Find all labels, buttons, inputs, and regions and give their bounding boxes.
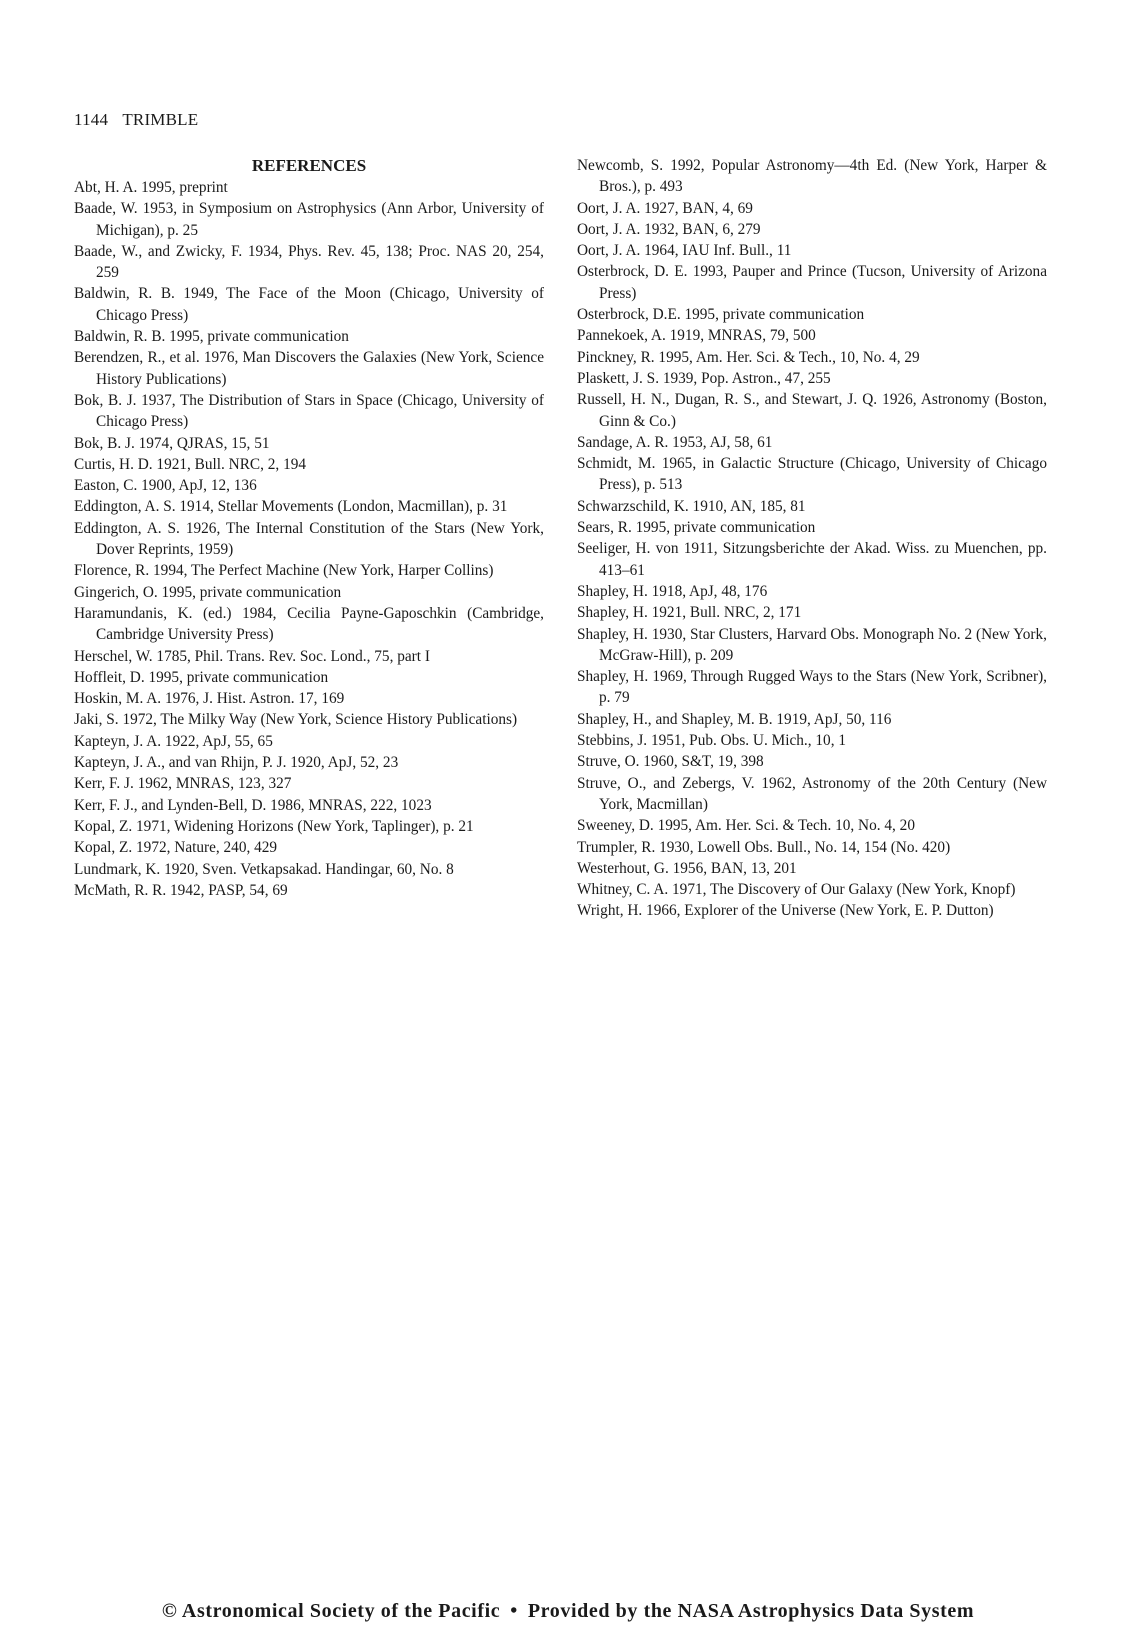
reference-entry: Gingerich, O. 1995, private communication <box>74 583 342 601</box>
reference-entry: Plaskett, J. S. 1939, Pop. Astron., 47, 255 <box>577 369 831 387</box>
running-head <box>74 110 198 130</box>
reference-entry: Shapley, H. 1930, Star Clusters, Harvard Obs. Monograph No. 2 (New York, McGraw-Hill), p. 209 <box>577 625 1047 664</box>
reference-entry: Bok, B. J. 1974, QJRAS, 15, 51 <box>74 434 270 452</box>
reference-entry: Trumpler, R. 1930, Lowell Obs. Bull., No. 14, 154 (No. 420) <box>577 838 951 856</box>
reference-entry: Kerr, F. J., and Lynden-Bell, D. 1986, MNRAS, 222, 1023 <box>74 796 432 814</box>
reference-entry: Struve, O., and Zebergs, V. 1962, Astronomy of the 20th Century (New York, Macmillan) <box>577 774 1047 813</box>
reference-entry: Eddington, A. S. 1914, Stellar Movements (London, Macmillan), p. 31 <box>74 498 508 516</box>
reference-entry: Bok, B. J. 1937, The Distribution of Stars in Space (Chicago, University of Chicago Press) <box>74 391 544 431</box>
reference-entry: Baade, W., and Zwicky, F. 1934, Phys. Rev. 45, 138; Proc. NAS 20, 254, 259 <box>74 242 544 282</box>
page-number: 1144 <box>74 110 109 129</box>
footer-separator: • <box>510 1600 518 1622</box>
reference-entry: Sandage, A. R. 1953, AJ, 58, 61 <box>577 433 773 451</box>
reference-entry: Kopal, Z. 1972, Nature, 240, 429 <box>74 839 278 857</box>
reference-entry: Kapteyn, J. A., and van Rhijn, P. J. 1920, ApJ, 52, 23 <box>74 754 399 772</box>
running-title: TRIMBLE <box>122 110 199 129</box>
reference-entry: Jaki, S. 1972, The Milky Way (New York, Science History Publications) <box>74 711 518 729</box>
footer-provider: Provided by the NASA Astrophysics Data System <box>527 1600 975 1622</box>
reference-entry: Curtis, H. D. 1921, Bull. NRC, 2, 194 <box>74 455 307 473</box>
reference-entry: Westerhout, G. 1956, BAN, 13, 201 <box>577 859 797 877</box>
reference-entry: Berendzen, R., et al. 1976, Man Discovers the Galaxies (New York, Science History Publications) <box>74 349 544 388</box>
reference-entry: Oort, J. A. 1964, IAU Inf. Bull., 11 <box>577 242 792 260</box>
reference-entry: Kerr, F. J. 1962, MNRAS, 123, 327 <box>74 775 292 793</box>
reference-entry: Easton, C. 1900, ApJ, 12, 136 <box>74 477 257 495</box>
reference-entry: Stebbins, J. 1951, Pub. Obs. U. Mich., 10, 1 <box>577 732 846 750</box>
reference-entry: Baldwin, R. B. 1995, private communication <box>74 328 349 346</box>
reference-entry: Oort, J. A. 1932, BAN, 6, 279 <box>577 220 761 238</box>
reference-entry: Pinckney, R. 1995, Am. Her. Sci. & Tech., 10, No. 4, 29 <box>577 348 920 366</box>
reference-entry: Osterbrock, D. E. 1993, Pauper and Prince (Tucson, University of Arizona Press) <box>577 263 1047 302</box>
reference-entry: Wright, H. 1966, Explorer of the Universe (New York, E. P. Dutton) <box>577 902 994 920</box>
reference-entry: Shapley, H. 1918, ApJ, 48, 176 <box>577 582 768 600</box>
reference-entry: Abt, H. A. 1995, preprint <box>74 179 228 196</box>
reference-entry: Shapley, H. 1969, Through Rugged Ways to the Stars (New York, Scribner), p. 79 <box>577 668 1047 707</box>
references-right-column <box>577 155 1047 922</box>
reference-entry: Haramundanis, K. (ed.) 1984, Cecilia Payne-Gaposchkin (Cambridge, Cambridge University Press) <box>74 604 544 644</box>
reference-entry: Eddington, A. S. 1926, The Internal Constitution of the Stars (New York, Dover Reprints, 1959) <box>74 519 544 559</box>
reference-entry: Osterbrock, D.E. 1995, private communication <box>577 306 865 324</box>
reference-entry: Shapley, H. 1921, Bull. NRC, 2, 171 <box>577 604 802 622</box>
reference-entry: Pannekoek, A. 1919, MNRAS, 79, 500 <box>577 327 816 345</box>
reference-entry: Schmidt, M. 1965, in Galactic Structure (Chicago, University of Chicago Press), p. 513 <box>577 455 1047 494</box>
reference-entry: McMath, R. R. 1942, PASP, 54, 69 <box>74 881 288 899</box>
reference-entry: Struve, O. 1960, S&T, 19, 398 <box>577 753 764 771</box>
reference-entry: Shapley, H., and Shapley, M. B. 1919, ApJ, 50, 116 <box>577 710 892 728</box>
reference-entry: Schwarzschild, K. 1910, AN, 185, 81 <box>577 497 806 515</box>
reference-entry: Hoskin, M. A. 1976, J. Hist. Astron. 17, 169 <box>74 690 345 708</box>
copyright-footer <box>0 1600 1136 1623</box>
reference-entry: Oort, J. A. 1927, BAN, 4, 69 <box>577 199 753 217</box>
reference-entry: Kopal, Z. 1971, Widening Horizons (New York, Taplinger), p. 21 <box>74 817 474 835</box>
reference-entry: Hoffleit, D. 1995, private communication <box>74 668 329 686</box>
reference-entry: Seeliger, H. von 1911, Sitzungsberichte der Akad. Wiss. zu Muenchen, pp. 413–61 <box>577 540 1047 579</box>
references-left-column <box>74 155 544 901</box>
reference-entry: Lundmark, K. 1920, Sven. Vetkapsakad. Handingar, 60, No. 8 <box>74 860 454 878</box>
reference-entry: Sweeney, D. 1995, Am. Her. Sci. & Tech. 10, No. 4, 20 <box>577 817 915 835</box>
references-list-right <box>577 155 1047 922</box>
reference-entry: Florence, R. 1994, The Perfect Machine (New York, Harper Collins) <box>74 562 494 580</box>
reference-entry: Whitney, C. A. 1971, The Discovery of Our Galaxy (New York, Knopf) <box>577 881 1016 899</box>
references-heading: REFERENCES <box>251 156 367 175</box>
reference-entry: Sears, R. 1995, private communication <box>577 519 816 537</box>
reference-entry: Newcomb, S. 1992, Popular Astronomy—4th Ed. (New York, Harper & Bros.), p. 493 <box>577 157 1047 196</box>
footer-copyright: © Astronomical Society of the Pacific <box>161 1600 501 1622</box>
reference-entry: Kapteyn, J. A. 1922, ApJ, 55, 65 <box>74 732 273 750</box>
references-list-left <box>74 177 544 901</box>
reference-entry: Baade, W. 1953, in Symposium on Astrophysics (Ann Arbor, University of Michigan), p. 25 <box>74 200 544 239</box>
reference-entry: Herschel, W. 1785, Phil. Trans. Rev. Soc. Lond., 75, part I <box>74 647 430 665</box>
reference-entry: Baldwin, R. B. 1949, The Face of the Moon (Chicago, University of Chicago Press) <box>74 285 544 324</box>
reference-entry: Russell, H. N., Dugan, R. S., and Stewart, J. Q. 1926, Astronomy (Boston, Ginn & Co.) <box>577 391 1047 430</box>
